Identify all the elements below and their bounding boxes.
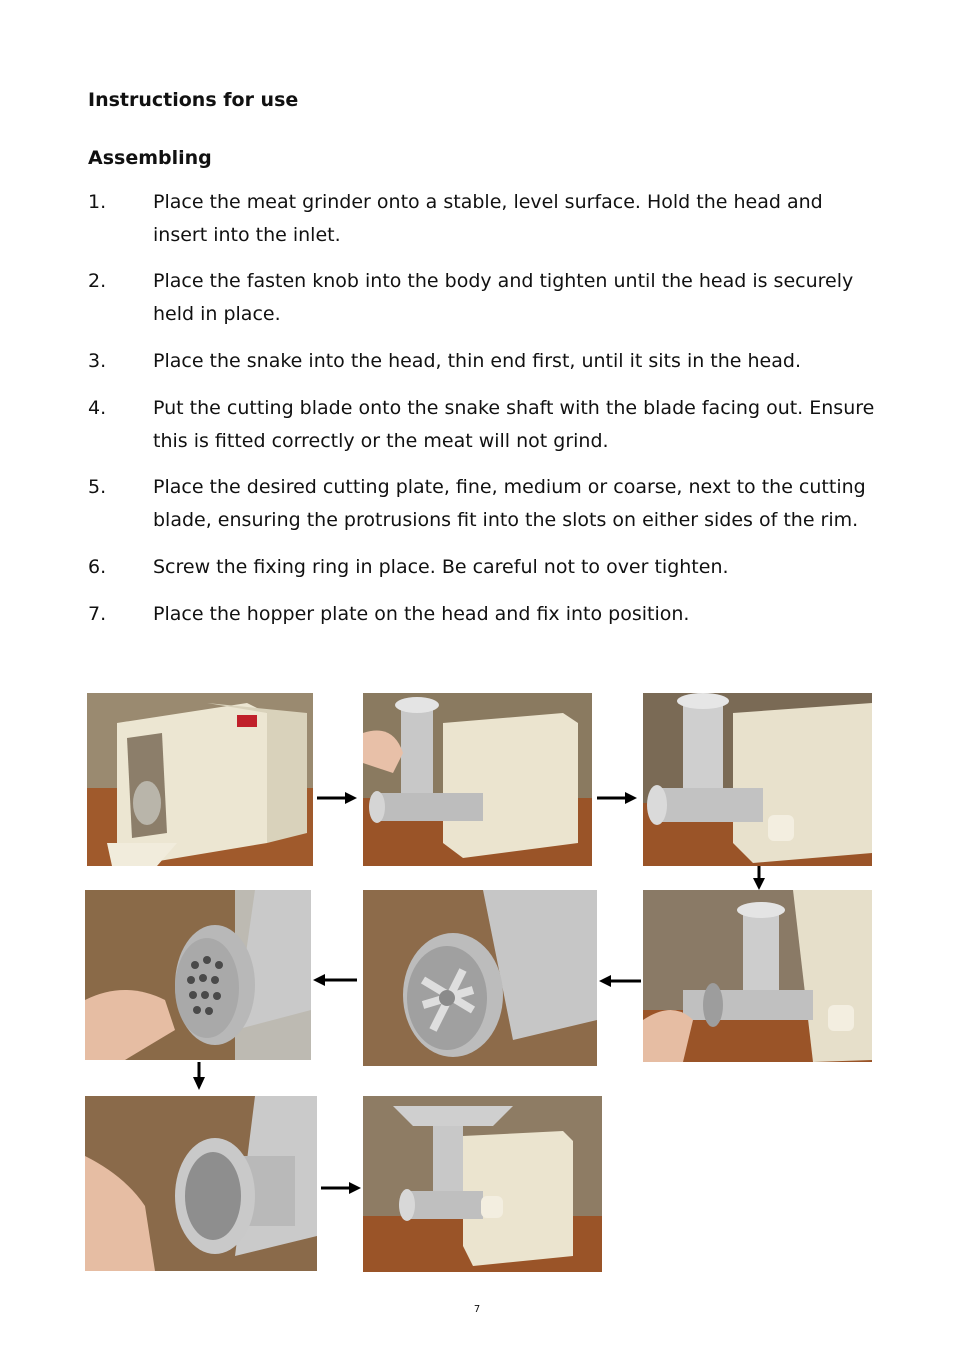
step-text: Put the cutting blade onto the snake shaft with the blade facing out. Ensure this is fitted correctly or the meat will not grind.: [153, 397, 875, 452]
step-text: Place the fasten knob into the body and tighten until the head is securely held in place.: [153, 270, 854, 325]
step-number: 2.: [88, 270, 107, 292]
arrow-down-icon: [191, 1062, 207, 1090]
page-heading: Instructions for use: [88, 89, 299, 111]
cutting-blade-photo: [363, 890, 597, 1066]
step-text: Place the desired cutting plate, fine, medium or coarse, next to the cutting blade, ensuring the protrusions fit into the slots on either sides of the rim.: [153, 476, 866, 531]
arrow-right-icon: [321, 1180, 361, 1196]
step-text: Screw the fixing ring in place. Be careful not to over tighten.: [153, 556, 729, 578]
step-number: 3.: [88, 350, 107, 372]
arrow-right-icon: [597, 790, 637, 806]
snake-insert-photo: [85, 890, 311, 1060]
fixing-ring-photo: [85, 1096, 317, 1271]
head-insert-photo: [363, 693, 592, 866]
section-heading: Assembling: [88, 147, 212, 169]
assembled-grinder-photo: [363, 1096, 602, 1272]
step-text: Place the hopper plate on the head and fix into position.: [153, 603, 690, 625]
step-number: 4.: [88, 397, 107, 419]
cutting-plate-photo: [643, 890, 872, 1062]
grinder-body-photo: [87, 693, 313, 866]
step-number: 6.: [88, 556, 107, 578]
arrow-left-icon: [599, 973, 641, 989]
arrow-right-icon: [317, 790, 357, 806]
step-number: 7.: [88, 603, 107, 625]
step-number: 1.: [88, 191, 107, 213]
step-text: Place the snake into the head, thin end first, until it sits in the head.: [153, 350, 801, 372]
step-text: Place the meat grinder onto a stable, level surface. Hold the head and insert into the inlet.: [153, 191, 823, 246]
step-number: 5.: [88, 476, 107, 498]
arrow-left-icon: [313, 972, 357, 988]
page-number: 7: [473, 1304, 481, 1315]
knob-tightened-photo: [643, 693, 872, 866]
arrow-down-icon: [751, 866, 767, 890]
